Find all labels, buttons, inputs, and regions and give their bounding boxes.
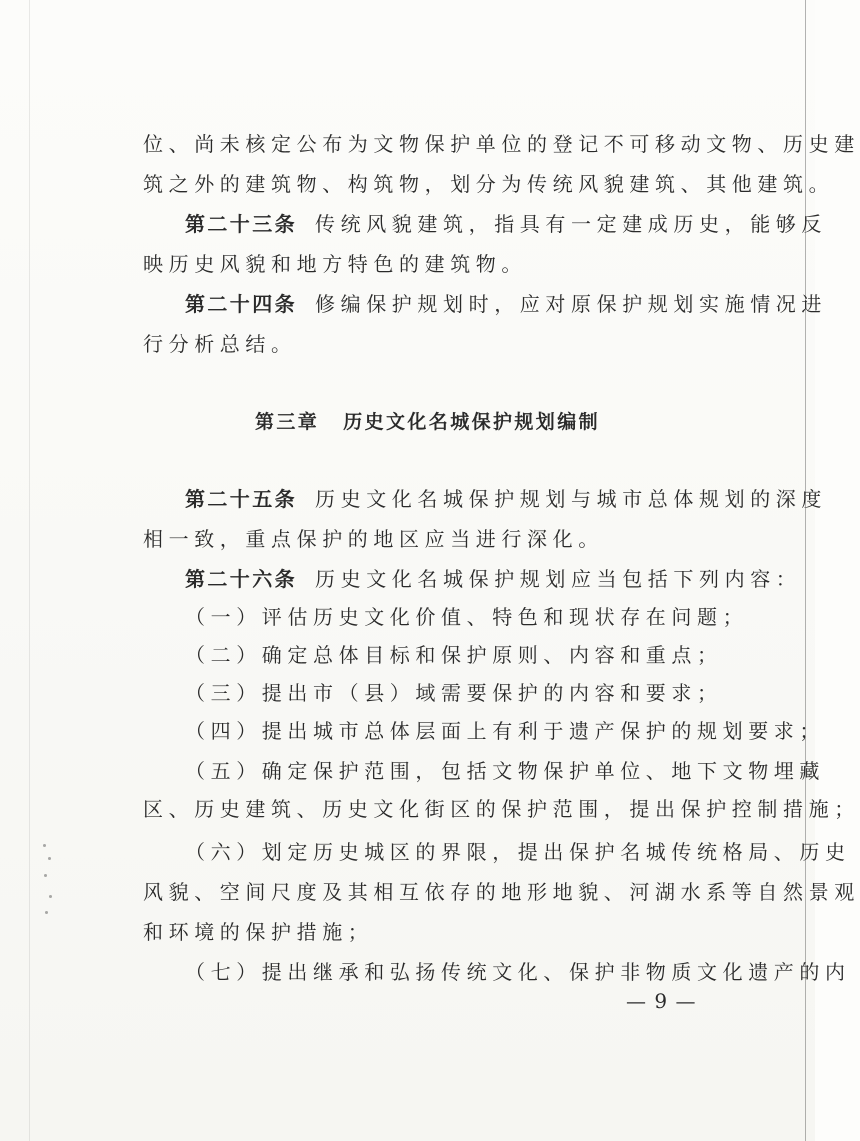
body-line (143, 914, 728, 950)
body-line (143, 246, 728, 282)
line-text: （七）提出继承和弘扬传统文化、保护非物质文化遗产的内 (185, 960, 851, 984)
list-item-line (185, 713, 825, 749)
list-item-line (185, 675, 730, 711)
line-text: （五）确定保护范围，包括文物保护单位、地下文物埋藏 (185, 759, 825, 783)
line-text: 行分析总结。 (143, 332, 297, 356)
line-text: 传统风貌建筑，指具有一定建成历史，能够反 (315, 212, 827, 236)
scan-dot (45, 911, 48, 914)
line-text: 位、尚未核定公布为文物保护单位的登记不可移动文物、历史建 (143, 132, 860, 156)
line-text: 历史文化名城保护规划应当包括下列内容： (315, 567, 802, 591)
scan-dot (44, 874, 47, 877)
line-text: 修编保护规划时，应对原保护规划实施情况进 (315, 292, 827, 316)
line-text: （四）提出城市总体层面上有利于遗产保护的规划要求； (185, 719, 825, 743)
body-line (143, 326, 728, 362)
line-text: （六）划定历史城区的界限，提出保护名城传统格局、历史 (185, 840, 851, 864)
scan-dot (49, 895, 52, 898)
article-label: 第二十五条 (185, 487, 297, 511)
body-line (143, 791, 860, 827)
list-item-line (185, 834, 851, 870)
chapter-title: 历史文化名城保护规划编制 (343, 411, 601, 433)
line-text: （三）提出市（县）域需要保护的内容和要求； (185, 681, 723, 705)
line-text: 风貌、空间尺度及其相互依存的地形地貌、河湖水系等自然景观 (143, 880, 860, 904)
line-text: 和环境的保护措施； (143, 920, 374, 944)
article-label: 第二十六条 (185, 567, 297, 591)
scan-marks (41, 840, 55, 924)
line-text: 映历史风貌和地方特色的建筑物。 (143, 252, 527, 276)
article-line (185, 206, 827, 242)
list-item-line (185, 753, 825, 789)
chapter-heading (255, 404, 615, 440)
line-text: （一）评估历史文化价值、特色和现状存在问题； (185, 605, 749, 629)
list-item-line (185, 637, 730, 673)
article-line (185, 286, 827, 322)
page-number: — 9 — (626, 989, 697, 1013)
scan-dot (43, 844, 46, 847)
line-text: （二）确定总体目标和保护原则、内容和重点； (185, 643, 723, 667)
body-line (143, 874, 860, 910)
body-line (143, 521, 728, 557)
article-line (185, 481, 827, 517)
article-label: 第二十四条 (185, 292, 297, 316)
line-text: 相一致，重点保护的地区应当进行深化。 (143, 527, 604, 551)
article-line (185, 561, 802, 597)
line-text: 筑之外的建筑物、构筑物，划分为传统风貌建筑、其他建筑。 (143, 172, 835, 196)
body-line (143, 166, 835, 202)
body-line (143, 126, 860, 162)
line-text: 历史文化名城保护规划与城市总体规划的深度 (315, 487, 827, 511)
list-item-line (185, 599, 749, 635)
article-label: 第二十三条 (185, 212, 297, 236)
line-text: 区、历史建筑、历史文化街区的保护范围，提出保护控制措施； (143, 797, 860, 821)
scan-dot (48, 857, 51, 860)
chapter-number: 第三章 (255, 411, 320, 433)
